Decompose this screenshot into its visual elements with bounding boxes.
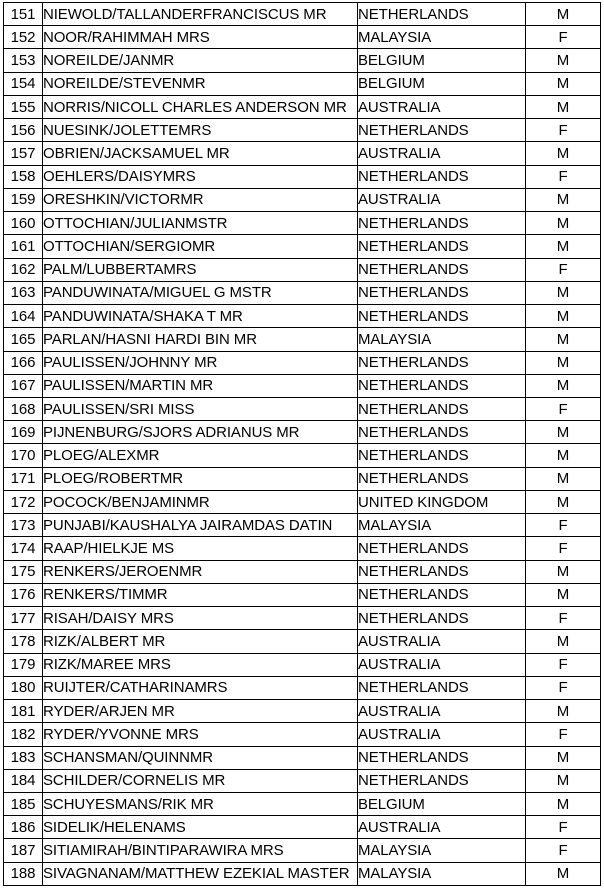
table-row: [4, 3, 601, 26]
passenger-name-cell: OEHLERS/DAISYMRS: [43, 165, 358, 188]
passenger-name-cell: RAAP/HIELKJE MS: [43, 537, 358, 560]
table-row: [4, 328, 601, 351]
table-row: [4, 235, 601, 258]
row-number-cell: 164: [4, 305, 43, 328]
passenger-name-cell: RISAH/DAISY MRS: [43, 607, 358, 630]
table-row: [4, 630, 601, 653]
passenger-country-cell: NETHERLANDS: [358, 212, 526, 235]
row-number-cell: 181: [4, 700, 43, 723]
passenger-gender-cell: F: [526, 514, 601, 537]
passenger-name-cell: RYDER/YVONNE MRS: [43, 723, 358, 746]
passenger-gender-cell: F: [526, 397, 601, 420]
passenger-name-cell: SCHANSMAN/QUINNMR: [43, 746, 358, 769]
row-number-cell: 162: [4, 258, 43, 281]
row-number-cell: 188: [4, 862, 43, 885]
table-row: [4, 165, 601, 188]
passenger-country-cell: AUSTRALIA: [358, 142, 526, 165]
passenger-gender-cell: F: [526, 258, 601, 281]
table-row: [4, 305, 601, 328]
passenger-gender-cell: M: [526, 444, 601, 467]
table-row: [4, 676, 601, 699]
table-row: [4, 421, 601, 444]
passenger-gender-cell: M: [526, 792, 601, 815]
table-row: [4, 49, 601, 72]
table-row: [4, 281, 601, 304]
passenger-gender-cell: F: [526, 165, 601, 188]
table-row: [4, 583, 601, 606]
row-number-cell: 182: [4, 723, 43, 746]
passenger-gender-cell: M: [526, 95, 601, 118]
row-number-cell: 157: [4, 142, 43, 165]
table-row: [4, 397, 601, 420]
row-number-cell: 160: [4, 212, 43, 235]
row-number-cell: 154: [4, 72, 43, 95]
passenger-country-cell: NETHERLANDS: [358, 305, 526, 328]
passenger-gender-cell: F: [526, 26, 601, 49]
passenger-country-cell: NETHERLANDS: [358, 397, 526, 420]
passenger-gender-cell: M: [526, 374, 601, 397]
passenger-gender-cell: M: [526, 769, 601, 792]
passenger-name-cell: NORRIS/NICOLL CHARLES ANDERSON MR: [43, 95, 358, 118]
passenger-gender-cell: M: [526, 328, 601, 351]
row-number-cell: 158: [4, 165, 43, 188]
row-number-cell: 152: [4, 26, 43, 49]
passenger-country-cell: MALAYSIA: [358, 514, 526, 537]
passenger-name-cell: PAULISSEN/MARTIN MR: [43, 374, 358, 397]
table-row: [4, 374, 601, 397]
table-row: [4, 26, 601, 49]
table-row: [4, 769, 601, 792]
passenger-name-cell: PALM/LUBBERTAMRS: [43, 258, 358, 281]
passenger-country-cell: NETHERLANDS: [358, 560, 526, 583]
passenger-country-cell: NETHERLANDS: [358, 537, 526, 560]
passenger-name-cell: PANDUWINATA/MIGUEL G MSTR: [43, 281, 358, 304]
passenger-country-cell: AUSTRALIA: [358, 700, 526, 723]
row-number-cell: 187: [4, 839, 43, 862]
passenger-country-cell: AUSTRALIA: [358, 816, 526, 839]
passenger-name-cell: PARLAN/HASNI HARDI BIN MR: [43, 328, 358, 351]
passenger-name-cell: NUESINK/JOLETTEMRS: [43, 119, 358, 142]
passenger-gender-cell: M: [526, 212, 601, 235]
passenger-manifest-table: [3, 2, 601, 886]
row-number-cell: 166: [4, 351, 43, 374]
passenger-country-cell: NETHERLANDS: [358, 3, 526, 26]
passenger-name-cell: SIDELIK/HELENAMS: [43, 816, 358, 839]
table-row: [4, 95, 601, 118]
passenger-country-cell: NETHERLANDS: [358, 444, 526, 467]
passenger-gender-cell: M: [526, 281, 601, 304]
passenger-gender-cell: F: [526, 119, 601, 142]
passenger-country-cell: NETHERLANDS: [358, 676, 526, 699]
passenger-name-cell: RENKERS/JEROENMR: [43, 560, 358, 583]
passenger-gender-cell: M: [526, 560, 601, 583]
table-row: [4, 839, 601, 862]
passenger-name-cell: SIVAGNANAM/MATTHEW EZEKIAL MASTER: [43, 862, 358, 885]
passenger-country-cell: NETHERLANDS: [358, 769, 526, 792]
passenger-gender-cell: M: [526, 351, 601, 374]
passenger-name-cell: PANDUWINATA/SHAKA T MR: [43, 305, 358, 328]
passenger-gender-cell: F: [526, 839, 601, 862]
table-row: [4, 607, 601, 630]
passenger-country-cell: NETHERLANDS: [358, 421, 526, 444]
passenger-country-cell: NETHERLANDS: [358, 746, 526, 769]
row-number-cell: 156: [4, 119, 43, 142]
table-row: [4, 258, 601, 281]
passenger-country-cell: MALAYSIA: [358, 26, 526, 49]
table-row: [4, 467, 601, 490]
passenger-country-cell: NETHERLANDS: [358, 258, 526, 281]
passenger-gender-cell: F: [526, 723, 601, 746]
row-number-cell: 175: [4, 560, 43, 583]
row-number-cell: 153: [4, 49, 43, 72]
passenger-gender-cell: M: [526, 188, 601, 211]
passenger-gender-cell: M: [526, 72, 601, 95]
passenger-name-cell: PIJNENBURG/SJORS ADRIANUS MR: [43, 421, 358, 444]
passenger-name-cell: NIEWOLD/TALLANDERFRANCISCUS MR: [43, 3, 358, 26]
passenger-country-cell: AUSTRALIA: [358, 188, 526, 211]
passenger-name-cell: SITIAMIRAH/BINTIPARAWIRA MRS: [43, 839, 358, 862]
passenger-gender-cell: F: [526, 537, 601, 560]
row-number-cell: 165: [4, 328, 43, 351]
passenger-name-cell: PAULISSEN/JOHNNY MR: [43, 351, 358, 374]
row-number-cell: 170: [4, 444, 43, 467]
row-number-cell: 169: [4, 421, 43, 444]
row-number-cell: 184: [4, 769, 43, 792]
row-number-cell: 151: [4, 3, 43, 26]
row-number-cell: 163: [4, 281, 43, 304]
row-number-cell: 179: [4, 653, 43, 676]
passenger-country-cell: AUSTRALIA: [358, 723, 526, 746]
table-row: [4, 351, 601, 374]
passenger-country-cell: BELGIUM: [358, 72, 526, 95]
passenger-name-cell: OTTOCHIAN/SERGIOMR: [43, 235, 358, 258]
row-number-cell: 174: [4, 537, 43, 560]
table-row: [4, 188, 601, 211]
passenger-gender-cell: M: [526, 700, 601, 723]
passenger-country-cell: BELGIUM: [358, 792, 526, 815]
row-number-cell: 176: [4, 583, 43, 606]
passenger-name-cell: SCHILDER/CORNELIS MR: [43, 769, 358, 792]
passenger-gender-cell: M: [526, 583, 601, 606]
table-body: [4, 3, 601, 886]
row-number-cell: 172: [4, 490, 43, 513]
row-number-cell: 180: [4, 676, 43, 699]
passenger-country-cell: MALAYSIA: [358, 328, 526, 351]
passenger-gender-cell: F: [526, 607, 601, 630]
passenger-gender-cell: F: [526, 676, 601, 699]
passenger-name-cell: RYDER/ARJEN MR: [43, 700, 358, 723]
row-number-cell: 155: [4, 95, 43, 118]
passenger-country-cell: NETHERLANDS: [358, 467, 526, 490]
passenger-gender-cell: M: [526, 746, 601, 769]
passenger-name-cell: RENKERS/TIMMR: [43, 583, 358, 606]
row-number-cell: 186: [4, 816, 43, 839]
passenger-country-cell: MALAYSIA: [358, 839, 526, 862]
passenger-gender-cell: M: [526, 49, 601, 72]
passenger-name-cell: OTTOCHIAN/JULIANMSTR: [43, 212, 358, 235]
row-number-cell: 173: [4, 514, 43, 537]
row-number-cell: 159: [4, 188, 43, 211]
row-number-cell: 167: [4, 374, 43, 397]
table-row: [4, 560, 601, 583]
passenger-name-cell: PLOEG/ALEXMR: [43, 444, 358, 467]
table-row: [4, 537, 601, 560]
row-number-cell: 168: [4, 397, 43, 420]
table-row: [4, 514, 601, 537]
passenger-name-cell: RIZK/ALBERT MR: [43, 630, 358, 653]
passenger-gender-cell: M: [526, 142, 601, 165]
passenger-name-cell: SCHUYESMANS/RIK MR: [43, 792, 358, 815]
passenger-gender-cell: F: [526, 653, 601, 676]
passenger-gender-cell: F: [526, 816, 601, 839]
table-row: [4, 119, 601, 142]
passenger-name-cell: POCOCK/BENJAMINMR: [43, 490, 358, 513]
passenger-country-cell: NETHERLANDS: [358, 583, 526, 606]
row-number-cell: 177: [4, 607, 43, 630]
passenger-name-cell: RIZK/MAREE MRS: [43, 653, 358, 676]
table-row: [4, 212, 601, 235]
passenger-name-cell: PUNJABI/KAUSHALYA JAIRAMDAS DATIN: [43, 514, 358, 537]
passenger-gender-cell: M: [526, 490, 601, 513]
table-row: [4, 72, 601, 95]
passenger-gender-cell: M: [526, 305, 601, 328]
passenger-country-cell: NETHERLANDS: [358, 281, 526, 304]
passenger-country-cell: BELGIUM: [358, 49, 526, 72]
passenger-country-cell: NETHERLANDS: [358, 374, 526, 397]
passenger-country-cell: NETHERLANDS: [358, 607, 526, 630]
row-number-cell: 161: [4, 235, 43, 258]
passenger-country-cell: NETHERLANDS: [358, 119, 526, 142]
passenger-gender-cell: M: [526, 3, 601, 26]
passenger-name-cell: PAULISSEN/SRI MISS: [43, 397, 358, 420]
table-row: [4, 792, 601, 815]
passenger-name-cell: NOOR/RAHIMMAH MRS: [43, 26, 358, 49]
passenger-name-cell: OBRIEN/JACKSAMUEL MR: [43, 142, 358, 165]
row-number-cell: 185: [4, 792, 43, 815]
passenger-country-cell: AUSTRALIA: [358, 653, 526, 676]
passenger-name-cell: PLOEG/ROBERTMR: [43, 467, 358, 490]
passenger-name-cell: NOREILDE/JANMR: [43, 49, 358, 72]
table-row: [4, 444, 601, 467]
passenger-name-cell: RUIJTER/CATHARINAMRS: [43, 676, 358, 699]
passenger-name-cell: ORESHKIN/VICTORMR: [43, 188, 358, 211]
passenger-country-cell: NETHERLANDS: [358, 165, 526, 188]
passenger-country-cell: NETHERLANDS: [358, 351, 526, 374]
table-row: [4, 490, 601, 513]
passenger-country-cell: AUSTRALIA: [358, 95, 526, 118]
passenger-gender-cell: M: [526, 630, 601, 653]
passenger-gender-cell: M: [526, 467, 601, 490]
row-number-cell: 183: [4, 746, 43, 769]
passenger-country-cell: NETHERLANDS: [358, 235, 526, 258]
table-row: [4, 700, 601, 723]
passenger-gender-cell: M: [526, 421, 601, 444]
passenger-name-cell: NOREILDE/STEVENMR: [43, 72, 358, 95]
passenger-country-cell: MALAYSIA: [358, 862, 526, 885]
table-row: [4, 816, 601, 839]
table-row: [4, 862, 601, 885]
passenger-gender-cell: M: [526, 862, 601, 885]
row-number-cell: 178: [4, 630, 43, 653]
passenger-country-cell: AUSTRALIA: [358, 630, 526, 653]
row-number-cell: 171: [4, 467, 43, 490]
passenger-country-cell: UNITED KINGDOM: [358, 490, 526, 513]
table-row: [4, 746, 601, 769]
table-row: [4, 653, 601, 676]
passenger-gender-cell: M: [526, 235, 601, 258]
table-row: [4, 723, 601, 746]
table-row: [4, 142, 601, 165]
